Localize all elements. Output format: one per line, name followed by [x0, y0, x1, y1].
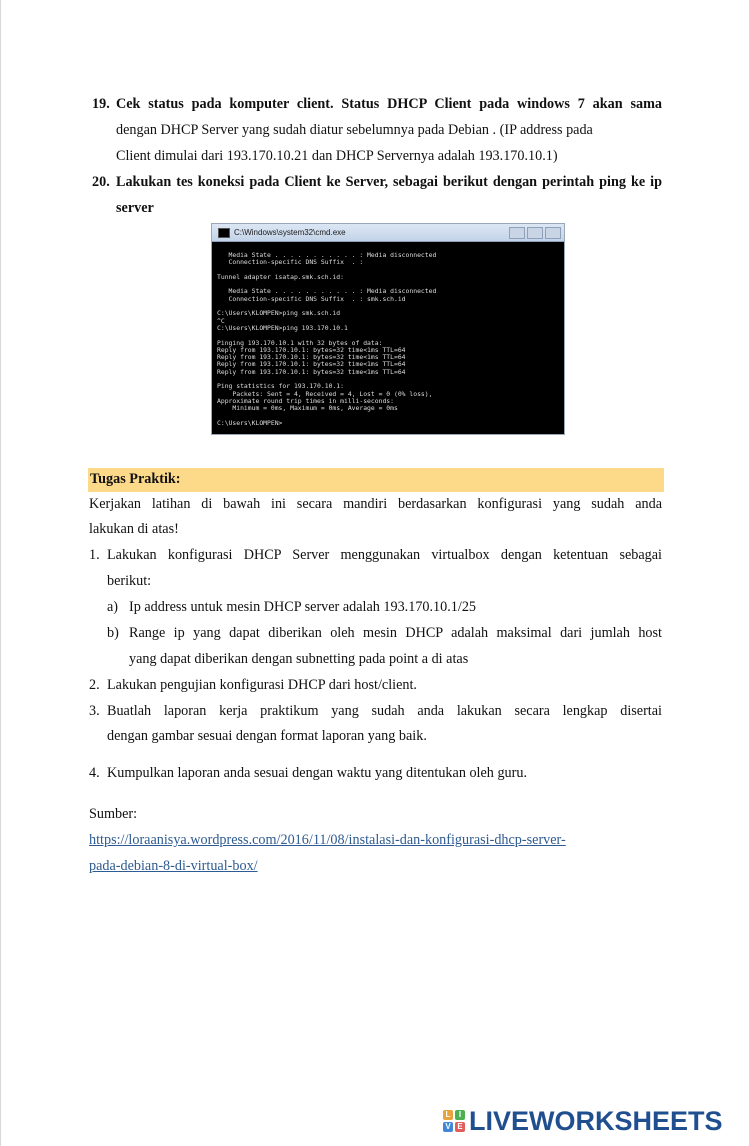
cmd-output	[212, 242, 564, 427]
task-1-line-2: berikut:	[107, 573, 152, 589]
source-link-line-1[interactable]: https://loraanisya.wordpress.com/2016/11/08/instalasi-dan-konfigurasi-dhcp-server-	[89, 832, 566, 848]
task-3-line-2: dengan gambar sesuai dengan format laporan yang baik.	[107, 728, 427, 744]
liveworksheets-logo[interactable]	[443, 1106, 723, 1136]
cmd-line: C:\Users\KLOMPEN>ping smk.sch.id	[217, 309, 341, 318]
logo-letter-i: I	[455, 1110, 465, 1120]
task-4-text: Kumpulkan laporan anda sesuai dengan waktu yang ditentukan oleh guru.	[107, 765, 527, 781]
cmd-icon	[218, 228, 230, 238]
step-20-number: 20.	[92, 174, 110, 190]
task-1b-line-1: Range ip yang dapat diberikan oleh mesin DHCP adalah maksimal dari jumlah host	[129, 625, 662, 641]
task-1-number: 1.	[89, 547, 100, 563]
cmd-line: Media State . . . . . . . . . . . : Media disconnected	[217, 287, 437, 296]
cmd-line: Media State . . . . . . . . . . . : Media disconnected	[217, 251, 437, 259]
source-label: Sumber:	[89, 806, 138, 822]
cmd-line: Ping statistics for 193.170.10.1:	[217, 382, 344, 391]
task-1b-label: b)	[107, 625, 119, 641]
task-3-line-1: Buatlah laporan kerja praktikum yang sudah anda lakukan secara lengkap disertai	[107, 703, 662, 719]
task-1-line-1: Lakukan konfigurasi DHCP Server menggunakan virtualbox dengan ketentuan sebagai	[107, 547, 662, 563]
cmd-line: Tunnel adapter isatap.smk.sch.id:	[217, 272, 344, 281]
task-4-number: 4.	[89, 765, 100, 781]
cmd-title: C:\Windows\system32\cmd.exe	[234, 228, 346, 237]
cmd-line: C:\Users\KLOMPEN>ping 193.170.10.1	[217, 323, 348, 332]
logo-letter-v: V	[443, 1122, 453, 1132]
step-20-line-2: server	[116, 200, 154, 216]
step-19-line-2: dengan DHCP Server yang sudah diatur sebelumnya pada Debian . (IP address pada	[116, 122, 593, 138]
close-icon	[545, 227, 561, 239]
task-3-number: 3.	[89, 703, 100, 719]
page-edge-left	[0, 0, 1, 1146]
cmd-titlebar	[212, 224, 564, 242]
cmd-line: Connection-specific DNS Suffix . : smk.sch.id	[217, 294, 406, 303]
source-link-line-2[interactable]: pada-debian-8-di-virtual-box/	[89, 858, 258, 874]
task-2-text: Lakukan pengujian konfigurasi DHCP dari host/client.	[107, 677, 417, 693]
cmd-line: Minimum = 0ms, Maximum = 0ms, Average = 0ms	[217, 404, 398, 413]
cmd-line: ^C	[217, 316, 225, 325]
step-19-number: 19.	[92, 96, 110, 112]
cmd-line: Reply from 193.170.10.1: bytes=32 time<1ms TTL=64	[217, 367, 406, 376]
task-2-number: 2.	[89, 677, 100, 693]
cmd-line: Packets: Sent = 4, Received = 4, Lost = 0 (0% loss),	[217, 389, 433, 398]
cmd-screenshot	[211, 223, 565, 435]
logo-letter-e: E	[455, 1122, 465, 1132]
tugas-heading: Tugas Praktik:	[90, 471, 181, 487]
minimize-icon	[509, 227, 525, 239]
cmd-line: Reply from 193.170.10.1: bytes=32 time<1ms TTL=64	[217, 353, 406, 362]
step-19-line-3: Client dimulai dari 193.170.10.21 dan DHCP Servernya adalah 193.170.10.1)	[116, 148, 558, 164]
task-1a-label: a)	[107, 599, 119, 615]
cmd-line: Approximate round trip times in milli-seconds:	[217, 396, 394, 405]
cmd-line: Reply from 193.170.10.1: bytes=32 time<1ms TTL=64	[217, 345, 406, 354]
window-controls	[509, 227, 564, 239]
tugas-intro-line-2: lakukan di atas!	[89, 521, 179, 537]
cmd-line: Connection-specific DNS Suffix . :	[217, 258, 364, 267]
tugas-intro-line-1: Kerjakan latihan di bawah ini secara mandiri berdasarkan konfigurasi yang sudah anda	[89, 496, 662, 512]
step-20-line-1: Lakukan tes koneksi pada Client ke Server, sebagai berikut dengan perintah ping ke ip	[116, 174, 662, 190]
task-1a-text: Ip address untuk mesin DHCP server adalah 193.170.10.1/25	[129, 599, 477, 615]
cmd-line: C:\Users\KLOMPEN>	[217, 418, 283, 427]
logo-wordmark: LIVEWORKSHEETS	[469, 1105, 723, 1136]
maximize-icon	[527, 227, 543, 239]
step-19-line-1: Cek status pada komputer client. Status DHCP Client pada windows 7 akan sama	[116, 96, 662, 112]
cmd-line: Reply from 193.170.10.1: bytes=32 time<1ms TTL=64	[217, 360, 406, 369]
logo-icon	[443, 1110, 465, 1132]
logo-letter-l: L	[443, 1110, 453, 1120]
task-1b-line-2: yang dapat diberikan dengan subnetting pada point a di atas	[129, 651, 469, 667]
cmd-line: Pinging 193.170.10.1 with 32 bytes of data:	[217, 338, 383, 347]
